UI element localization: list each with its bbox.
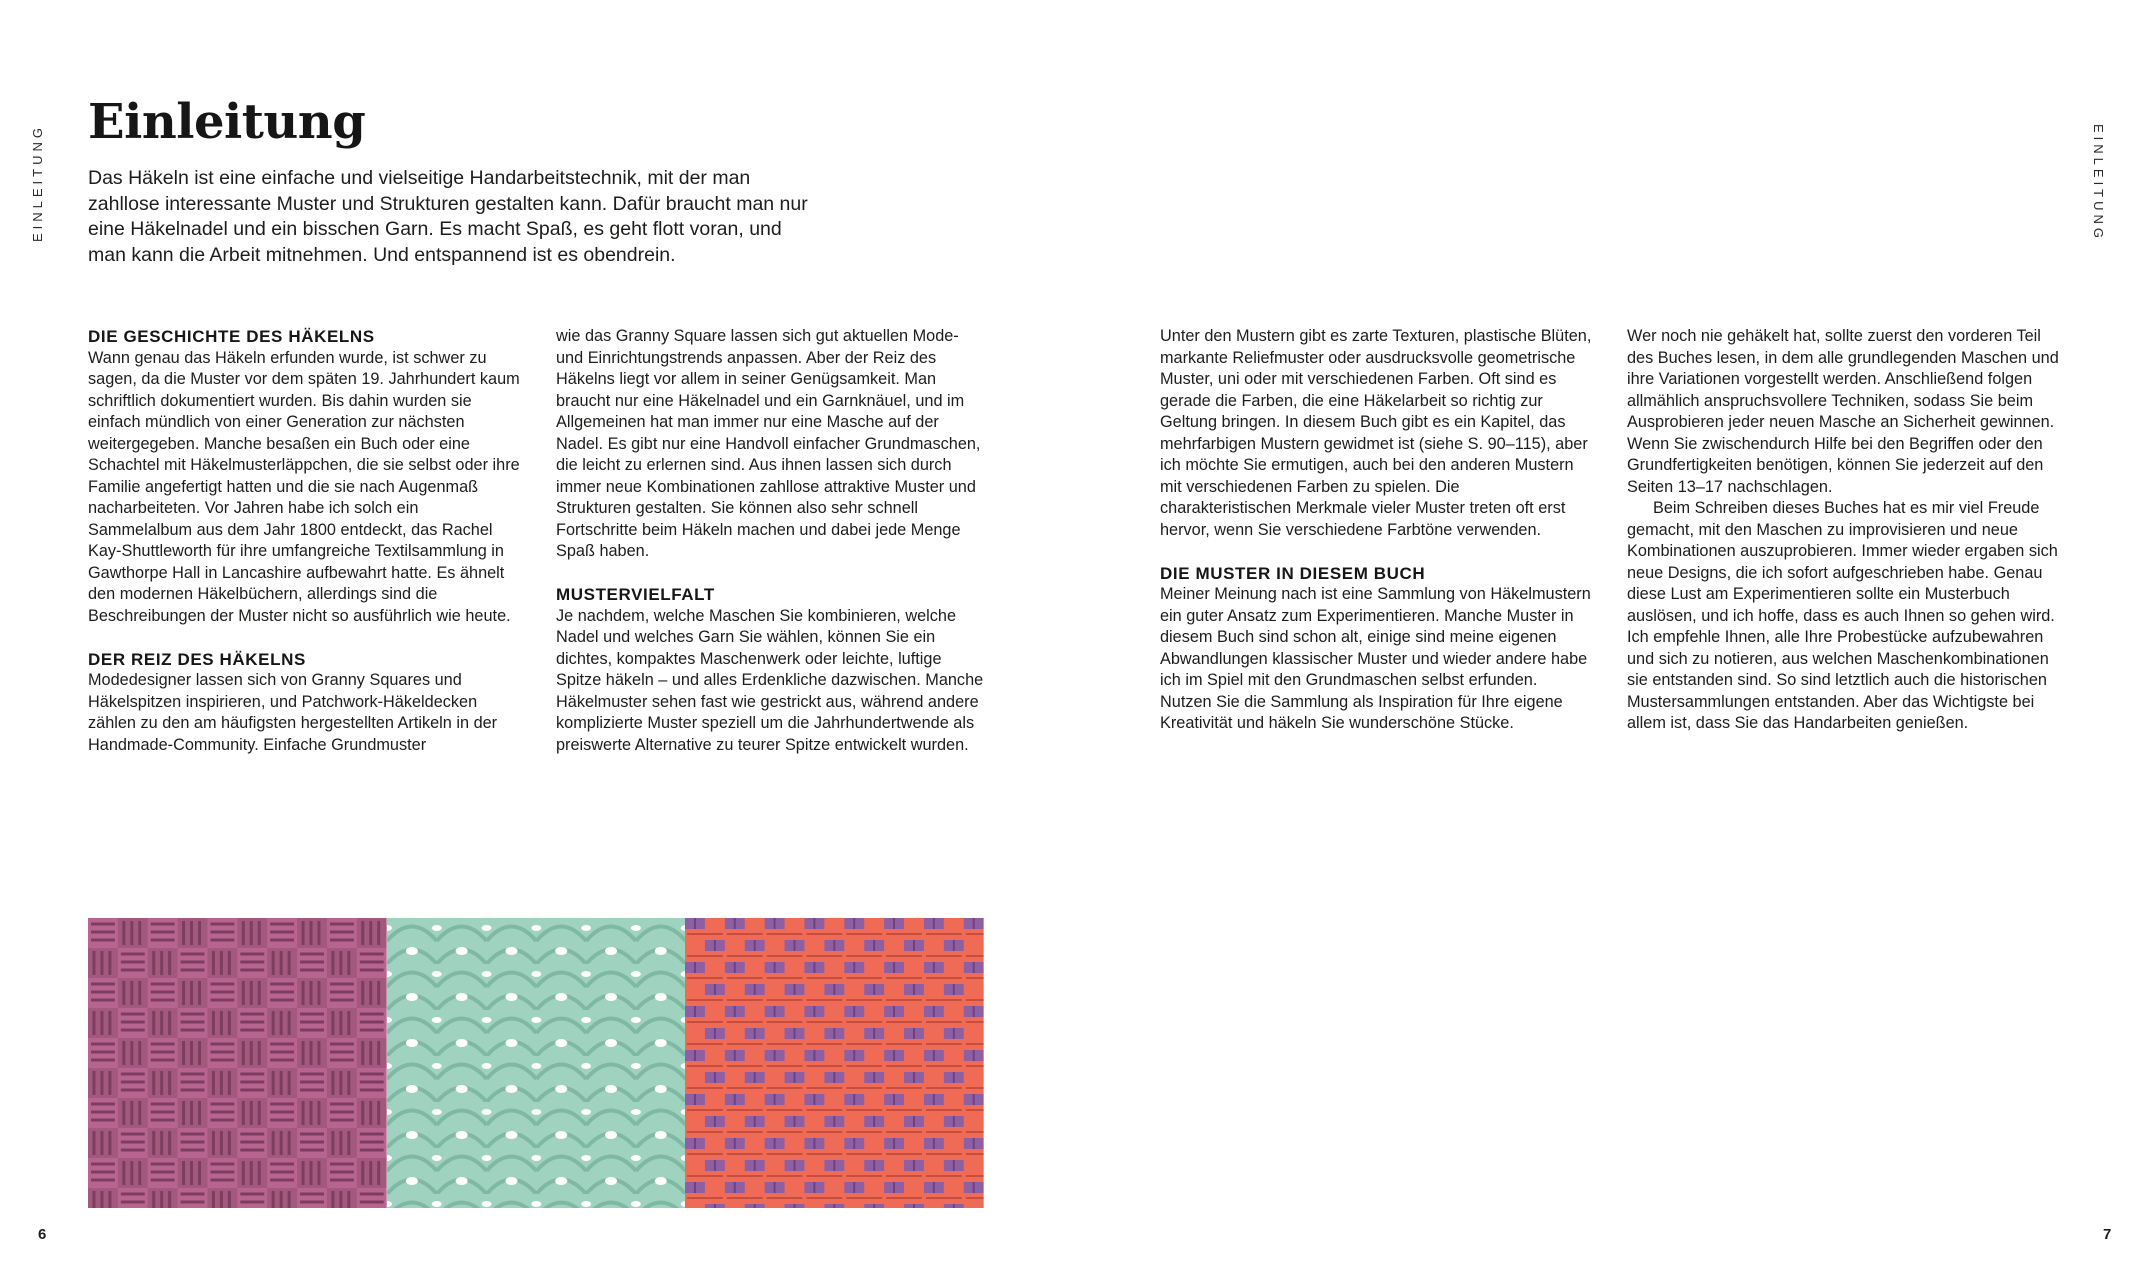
running-head-right: EINLEITUNG (2091, 124, 2106, 243)
paragraph-mustervielfalt: Je nachdem, welche Maschen Sie kombinieren, welche Nadel und welches Garn Sie wählen, können Sie ein dichtes, kompaktes Maschenwerk oder leichte, luftige Spitze häkeln – und alles Erdenkliche dazwischen. Manche Häkelmuster sehen fast wie gestrickt aus, während andere komplizierte Muster speziell um die Jahrhundertwende als preiswerte Alternative zu teurer Spitze entwickelt wurden. (556, 606, 984, 754)
swatch-shell-lace-image (387, 918, 686, 1208)
text-column-3 (1160, 326, 1592, 735)
right-page (1071, 0, 2142, 1280)
paragraph-schreiben: Beim Schreiben dieses Buches hat es mir viel Freude gemacht, mit den Maschen zu improvisieren und neue Kombinationen auszuprobieren. Immer wieder ergaben sich neue Designs, die ich sofort aufgeschrieben habe. Genau diese Lust am Experimentieren sollte ein Musterbuch auslösen, und ich hoffe, dass es auch Ihnen so gehen wird. Ich empfehle Ihnen, alle Ihre Probestücke aufzubewahren und sich zu notieren, aus welchen Maschenkombinationen sie entstanden sind. So sind letztlich auch die historischen Mustersammlungen entstanden. Aber das Wichtigste bei allem ist, dass Sie das Handarbeiten genießen. (1627, 499, 2058, 732)
heading-muster-buch: DIE MUSTER IN DIESEM BUCH (1160, 563, 1426, 583)
paragraph-einsteiger: Wer noch nie gehäkelt hat, sollte zuerst den vorderen Teil des Buches lesen, in dem alle grundlegenden Maschen und ihre Variationen vorgestellt werden. Anschließend folgen allmählich anspruchsvollere Techniken, sodass Sie beim Ausprobieren jeder neuen Masche an Sicherheit gewinnen. Wenn Sie zwischendurch Hilfe bei den Begriffen oder den Grundfertigkeiten benötigen, können Sie jederzeit auf den Seiten 13–17 nachschlagen. (1627, 327, 2059, 496)
paragraph-muster-buch: Meiner Meinung nach ist eine Sammlung von Häkelmustern ein guter Ansatz zum Experimentieren. Manche Muster in diesem Buch sind schon alt, einige sind meine eigenen Abwandlungen klassischer Muster und wieder andere habe ich im Spiel mit den Grundmaschen selbst erfunden. Nutzen Sie die Sammlung als Inspiration für Ihre eigene Kreativität und häkeln Sie wunderschöne Stücke. (1160, 585, 1591, 732)
paragraph-reiz: Modedesigner lassen sich von Granny Squares und Häkelspitzen inspirieren, und Patchwork-Häkeldecken zählen zu den am häufigsten hergestellten Artikeln in der Handmade-Community. Einfache Grundmuster (88, 671, 498, 754)
page-title: Einleitung (88, 94, 366, 150)
paragraph-geschichte: Wann genau das Häkeln erfunden wurde, ist schwer zu sagen, da die Muster vor dem späten 19. Jahrhundert kaum schriftlich dokumentiert wurden. Bis dahin wurden sie einfach mündlich von einer Generation zur nächsten weitergegeben. Manche besaßen ein Buch oder eine Schachtel mit Häkelmusterläppchen, die sie selbst oder ihre Familie angefertigt hatten und die sie nach Augenmaß nacharbeiteten. Vor Jahren habe ich solch ein Sammelalbum aus dem Jahr 1800 entdeckt, das Rachel Kay-Shuttleworth für ihre umfangreiche Textilsammlung in Gawthorpe Hall in Lancashire aufbewahrt hatte. Es ähnelt den modernen Häkelbüchern, allerdings sind die Beschreibungen der Muster nicht so ausführlich wie heute. (88, 348, 520, 625)
swatch-row-left (88, 918, 984, 1208)
heading-reiz: DER REIZ DES HÄKELNS (88, 649, 306, 669)
swatch-coral-purple-stripes (685, 918, 984, 1208)
page-number-left: 6 (38, 1226, 47, 1243)
swatch-shell-lace (387, 918, 686, 1208)
swatch-basketweave (88, 918, 387, 1208)
intro-paragraph: Das Häkeln ist eine einfache und vielseitige Handarbeitstechnik, mit der man zahllose interessante Muster und Strukturen gestalten kann. Dafür braucht man nur eine Häkelnadel und ein bisschen Garn. Es macht Spaß, es geht flott voran, und man kann die Arbeit mitnehmen. Und entspannend ist es obendrein. (88, 167, 808, 266)
paragraph-reiz-continued: wie das Granny Square lassen sich gut aktuellen Mode- und Einrichtungstrends anpassen. Aber der Reiz des Häkelns liegt vor allem in seiner Genügsamkeit. Man braucht nur eine Häkelnadel und ein Garnknäuel, und im Allgemeinen hat man immer nur eine Masche auf der Nadel. Es gibt nur eine Handvoll einfacher Grundmaschen, die leicht zu erlernen sind. Aus ihnen lassen sich durch immer neue Kombinationen zahllose attraktive Muster und Strukturen gestalten. Sie können also sehr schnell Fortschritte beim Häkeln machen und dabei jede Menge Spaß haben. (556, 327, 981, 560)
swatch-basketweave-image (88, 918, 387, 1208)
page-number-right: 7 (2103, 1226, 2112, 1243)
running-head-left: EINLEITUNG (30, 124, 45, 243)
heading-geschichte: DIE GESCHICHTE DES HÄKELNS (88, 327, 375, 346)
text-column-4 (1627, 326, 2059, 735)
swatch-coral-purple-image (685, 918, 984, 1208)
text-column-2 (556, 326, 988, 756)
text-column-1 (88, 326, 520, 756)
paragraph-mustertypen: Unter den Mustern gibt es zarte Texturen, plastische Blüten, markante Reliefmuster oder ausdrucksvolle geometrische Muster, uni oder mit verschiedenen Farben. Oft sind es gerade die Farben, die eine Häkelarbeit so richtig zur Geltung bringen. In diesem Buch gibt es ein Kapitel, das mehrfarbigen Mustern gewidmet ist (siehe S. 90–115), aber ich möchte Sie ermutigen, auch bei den anderen Mustern mit verschiedenen Farben zu spielen. Die charakteristischen Merkmale vieler Muster treten oft erst hervor, wenn Sie verschiedene Farbtöne verwenden. (1160, 327, 1592, 539)
heading-mustervielfalt: MUSTERVIELFALT (556, 585, 715, 604)
